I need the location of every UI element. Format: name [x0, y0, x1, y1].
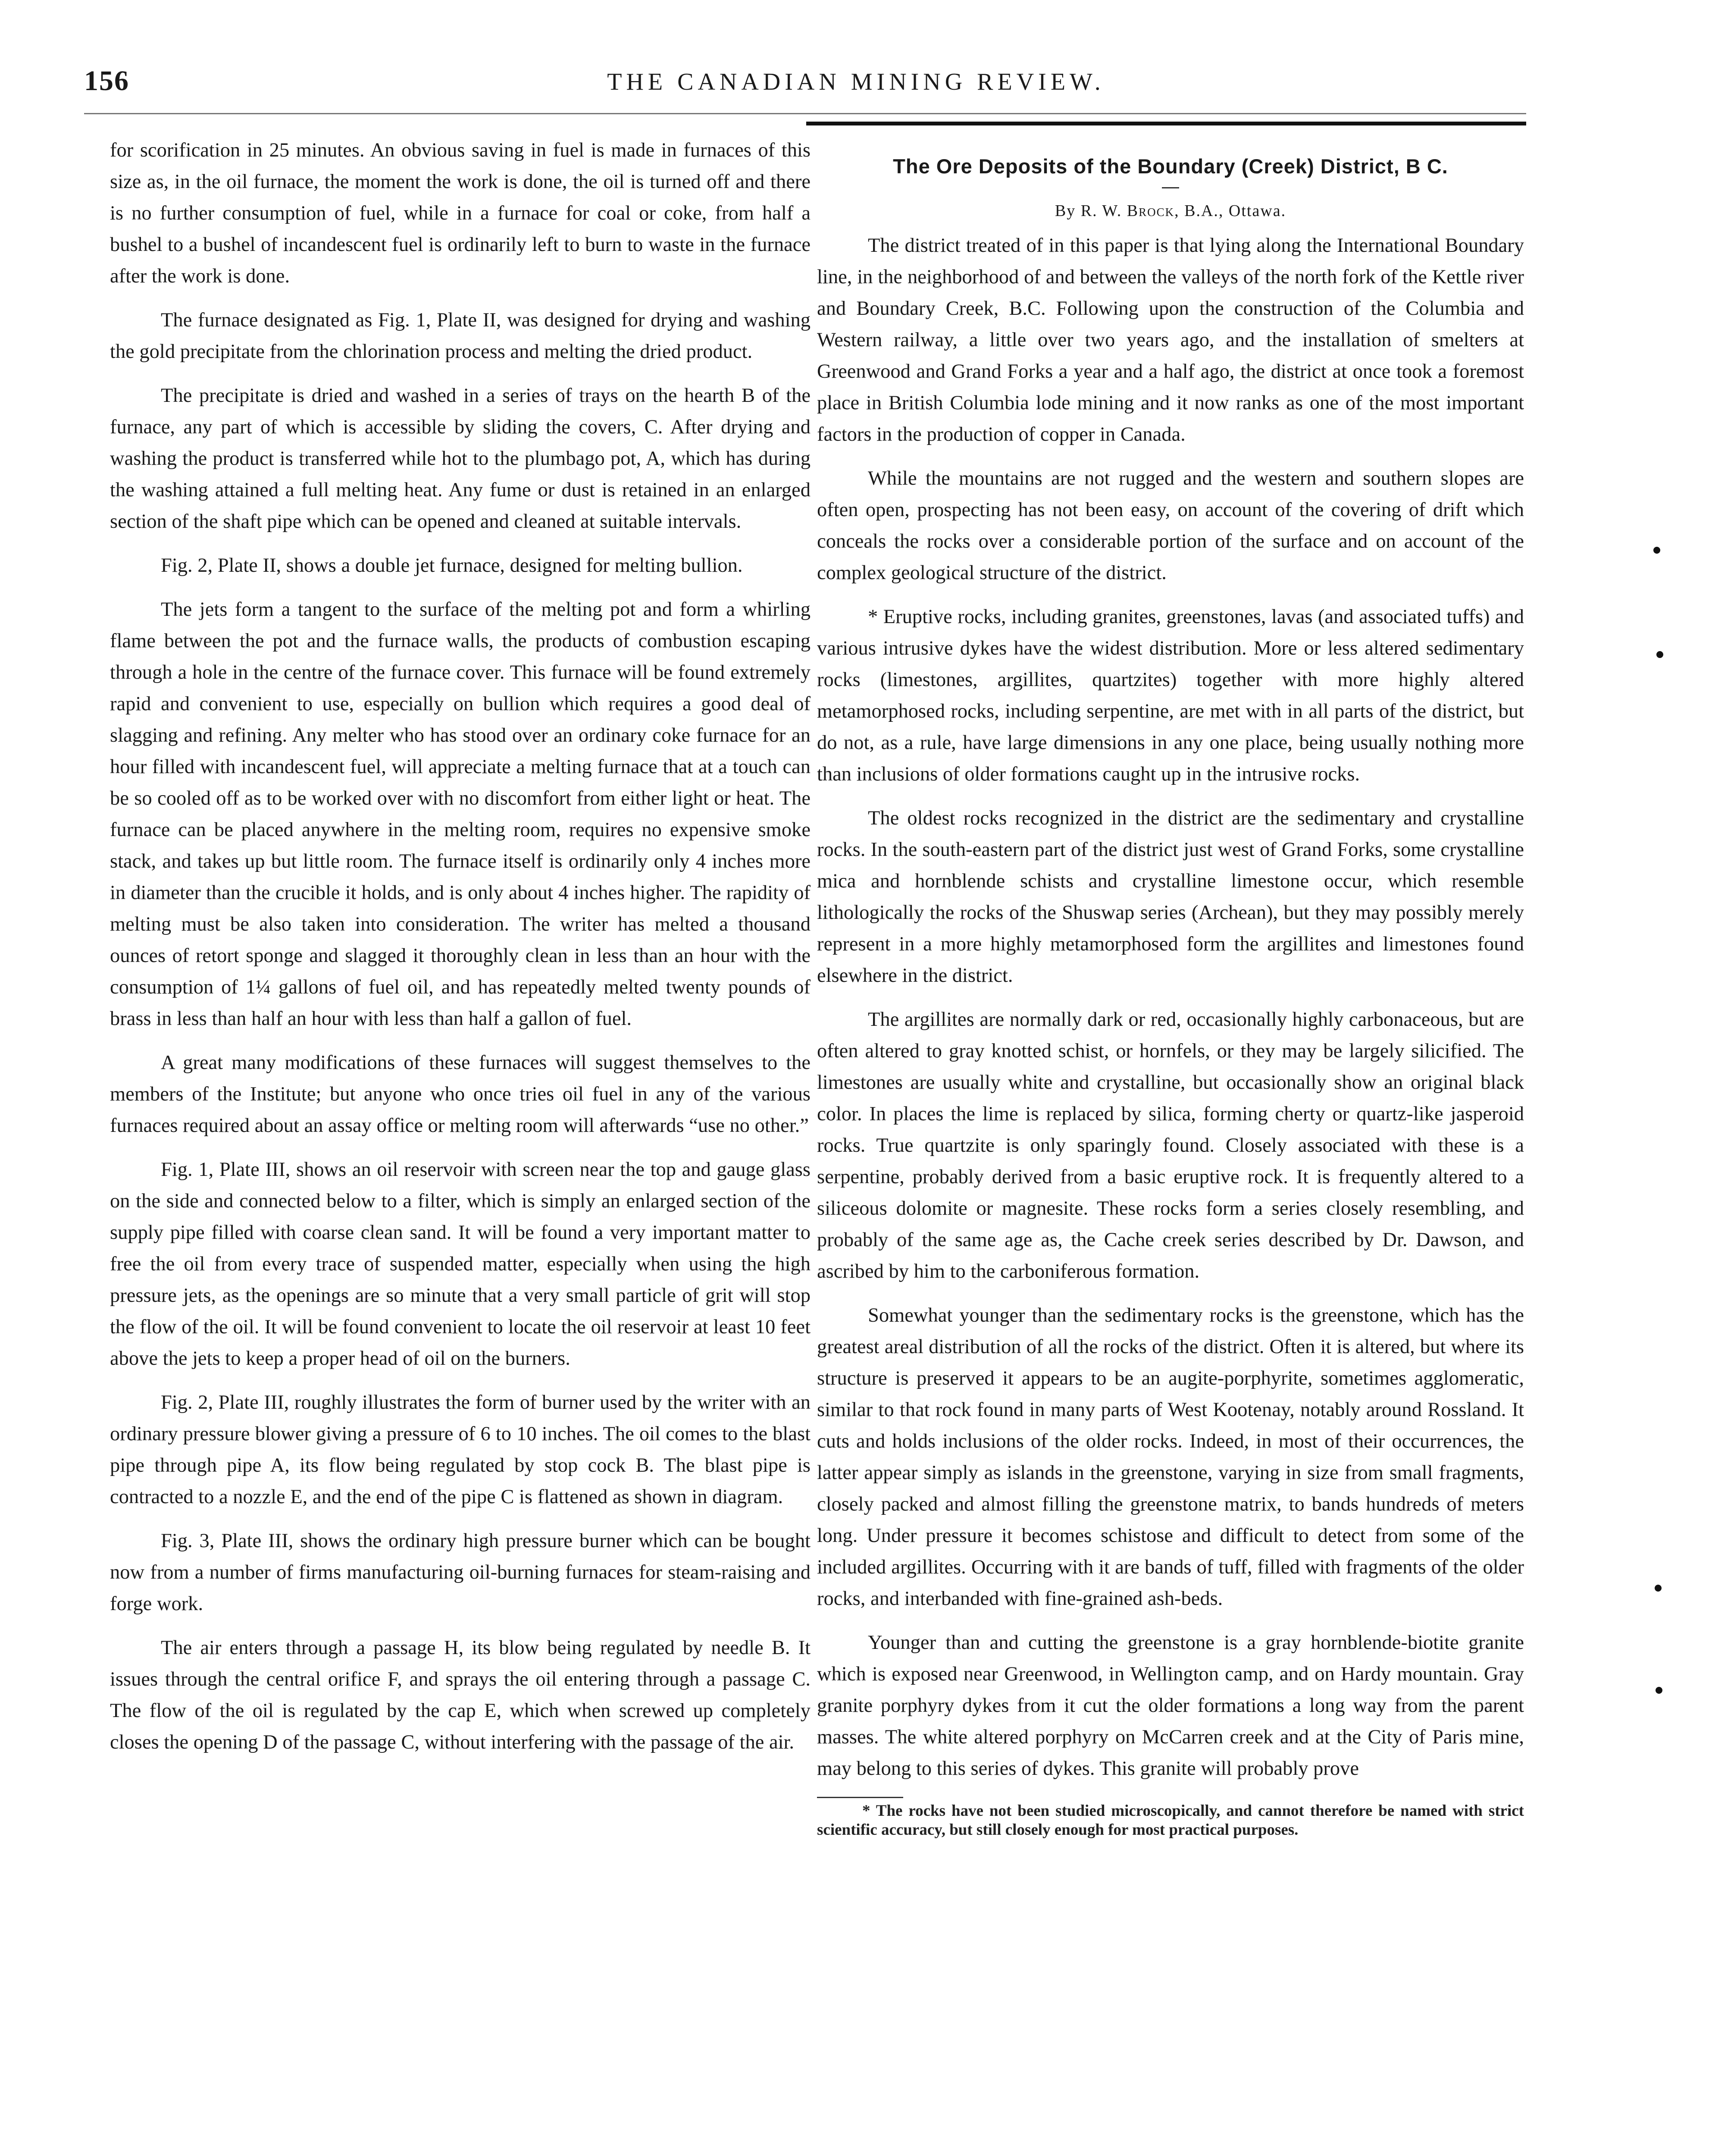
running-title: THE CANADIAN MINING REVIEW. [607, 69, 1105, 95]
footnote-text: * The rocks have not been studied microscopically, and cannot therefore be named with strict scientific accuracy, but still closely enough for most practical purposes. [817, 1802, 1524, 1839]
byline [817, 198, 1524, 224]
paragraph: Fig. 2, Plate III, roughly illustrates the form of burner used by the writer with an ordinary pressure blower giving a pressure of 6 to 10 inches. The oil comes to the blast pipe through pipe A, its flow being regulated by stop cock B. The blast pipe is contracted to a nozzle E, and the end of the pipe C is flattened as shown in diagram. [110, 1391, 811, 1508]
paragraph: Fig. 3, Plate III, shows the ordinary high pressure burner which can be bought now from a number of firms manufacturing oil-burning furnaces for steam-raising and forge work. [110, 1530, 811, 1615]
paragraph: for scorification in 25 minutes. An obvious saving in fuel is made in furnaces of this size as, in the oil furnace, the moment the work is done, the oil is turned off and there is no further consumption of fuel, while in a furnace for coal or coke, from half a bushel to a bushel of incandescent fuel is ordinarily left to burn to waste in the furnace after the work is done. [110, 139, 811, 287]
paragraph: Younger than and cutting the greenstone is a gray hornblende-biotite granite which is exposed near Greenwood, in Wellington camp, and on Hardy mountain. Gray granite porphyry dykes from it cut the older formations a long way from the parent masses. The white altered porphyry on McCarren creek and at the City of Paris mine, may belong to this series of dykes. This granite will probably prove [817, 1632, 1524, 1780]
paragraph: Fig. 1, Plate III, shows an oil reservoir with screen near the top and gauge glass on the side and connected below to a filter, which is simply an enlarged section of the supply pipe filled with coarse clean sand. It will be found a very important matter to free the oil from every trace of suspended matter, especially when using the high pressure jets, as the openings are so minute that a very small particle of grit will stop the flow of the oil. It will be found convenient to locate the oil reservoir at least 10 feet above the jets to keep a proper head of oil on the burners. [110, 1159, 811, 1369]
margin-mark [1655, 1585, 1662, 1592]
byline-place: Ottawa. [1228, 202, 1286, 220]
article-title: The Ore Deposits of the Boundary (Creek) District, B C. [893, 155, 1448, 178]
page-number: 156 [84, 65, 129, 97]
footnote [817, 1802, 1524, 1839]
paragraph: The jets form a tangent to the surface of the melting pot and form a whirling flame between the pot and the furnace walls, the products of combustion escaping through a hole in the centre of the furnace cover. This furnace will be found extremely rapid and convenient to use, especially on bullion which requires a good deal of slagging and refining. Any melter who has stood over an ordinary coke furnace for an hour filled with incandescent fuel, will appreciate a melting furnace that at a touch can be so cooled off as to be worked over with no discomfort from either light or heat. The furnace can be placed anywhere in the melting room, requires no expensive smoke stack, and takes up but little room. The furnace itself is ordinarily only 4 inches more in diameter than the crucible it holds, and is only about 4 inches higher. The rapidity of melting must be also taken into consideration. The writer has melted a thousand ounces of retort sponge and slagged it thoroughly clean in less than an hour with the consumption of 1¼ gallons of fuel oil, and has repeatedly melted twenty pounds of brass in less than half an hour with less than half a gallon of fuel. [110, 599, 811, 1030]
left-column [110, 135, 811, 1771]
margin-mark [1656, 1687, 1662, 1694]
right-column [817, 136, 1524, 1839]
paragraph: The furnace designated as Fig. 1, Plate II, was designed for drying and washing the gold precipitate from the chlorination process and melting the dried product. [110, 309, 811, 363]
paragraph: Somewhat younger than the sedimentary rocks is the greenstone, which has the greatest areal distribution of all the rocks of the district. Often it is altered, but where its structure is preserved it appears to be an augite-porphyrite, sometimes agglomeratic, similar to that rock found in many parts of West Kootenay, notably around Rossland. It cuts and holds inclusions of the older rocks. Indeed, in most of their occurrences, the latter appear simply as islands in the greenstone, varying in size from small fragments, closely packed and almost filling the greenstone matrix, to bands hundreds of meters long. Under pressure it becomes schistose and difficult to detect from some of the included argillites. Occurring with it are bands of tuff, filled with fragments of the older rocks, and interbanded with fine-grained ash-beds. [817, 1304, 1524, 1610]
margin-mark [1653, 547, 1660, 554]
footnote-rule [817, 1797, 903, 1798]
header-rule [84, 113, 1526, 114]
paragraph: * Eruptive rocks, including granites, greenstones, lavas (and associated tuffs) and various intrusive dykes have the widest distribution. More or less altered sedimentary rocks (limestones, argillites, quartzites) together with more highly altered metamorphosed rocks, including serpentine, are met with in all parts of the district, but do not, as a rule, have large dimensions in any one place, being usually nothing more than inclusions of older formations caught up in the intrusive rocks. [817, 606, 1524, 785]
paragraph: The argillites are normally dark or red, occasionally highly carbonaceous, but are often altered to gray knotted schist, or hornfels, or they may be largely silicified. The limestones are usually white and crystalline, but occasionally show an original black color. In places the lime is replaced by silica, forming cherty or quartz-like jasperoid rocks. True quartzite is only sparingly found. Closely associated with these is a serpentine, probably derived from a basic eruptive rock. It is frequently altered to a siliceous dolomite or magnesite. These rocks form a series closely resembling, and probably of the same age as, the Cache creek series described by Dr. Dawson, and ascribed by him to the carboniferous formation. [817, 1009, 1524, 1282]
paragraph: The air enters through a passage H, its blow being regulated by needle B. It issues through the central orifice F, and sprays the oil entering through a passage C. The flow of the oil is regulated by the cap E, which when screwed up completely closes the opening D of the passage C, without interfering with the passage of the air. [110, 1637, 811, 1753]
paragraph: The precipitate is dried and washed in a series of trays on the hearth B of the furnace, any part of which is accessible by sliding the covers, C. After drying and washing the product is transferred while hot to the plumbago pot, A, which has during the washing attained a full melting heat. Any fume or dust is retained in an enlarged section of the shaft pipe which can be opened and cleaned at suitable intervals. [110, 385, 811, 533]
paragraph: The district treated of in this paper is that lying along the International Boundary line, in the neighborhood of and between the valleys of the north fork of the Kettle river and Boundary Creek, B.C. Following upon the construction of the Columbia and Western railway, a little over two years ago, and the installation of smelters at Greenwood and Grand Forks a year and a half ago, the district at once took a foremost place in British Columbia lode mining and it now ranks as one of the most important factors in the production of copper in Canada. [817, 235, 1524, 445]
paragraph: A great many modifications of these furnaces will suggest themselves to the members of the Institute; but anyone who once tries oil fuel in any of the various furnaces required about an assay office or melting room will afterwards “use no other.” [110, 1052, 811, 1137]
article-rule [806, 122, 1526, 125]
title-divider [1162, 187, 1179, 188]
byline-prefix: By [1055, 202, 1076, 220]
margin-mark [1656, 651, 1663, 658]
paragraph: While the mountains are not rugged and the western and southern slopes are often open, prospecting has not been easy, on account of the covering of drift which conceals the rocks over a considerable portion of the surface and on account of the complex geological structure of the district. [817, 467, 1524, 584]
paragraph: The oldest rocks recognized in the district are the sedimentary and crystalline rocks. In the south-eastern part of the district just west of Grand Forks, some crystalline mica and hornblende schists and crystalline limestone occur, which resemble lithologically the rocks of the Shuswap series (Archean), but they may possibly merely represent in a more highly metamorphosed form the argillites and limestones found elsewhere in the district. [817, 807, 1524, 987]
byline-author: R. W. Brock, B.A., [1080, 202, 1224, 220]
paragraph: Fig. 2, Plate II, shows a double jet furnace, designed for melting bullion. [161, 555, 743, 577]
